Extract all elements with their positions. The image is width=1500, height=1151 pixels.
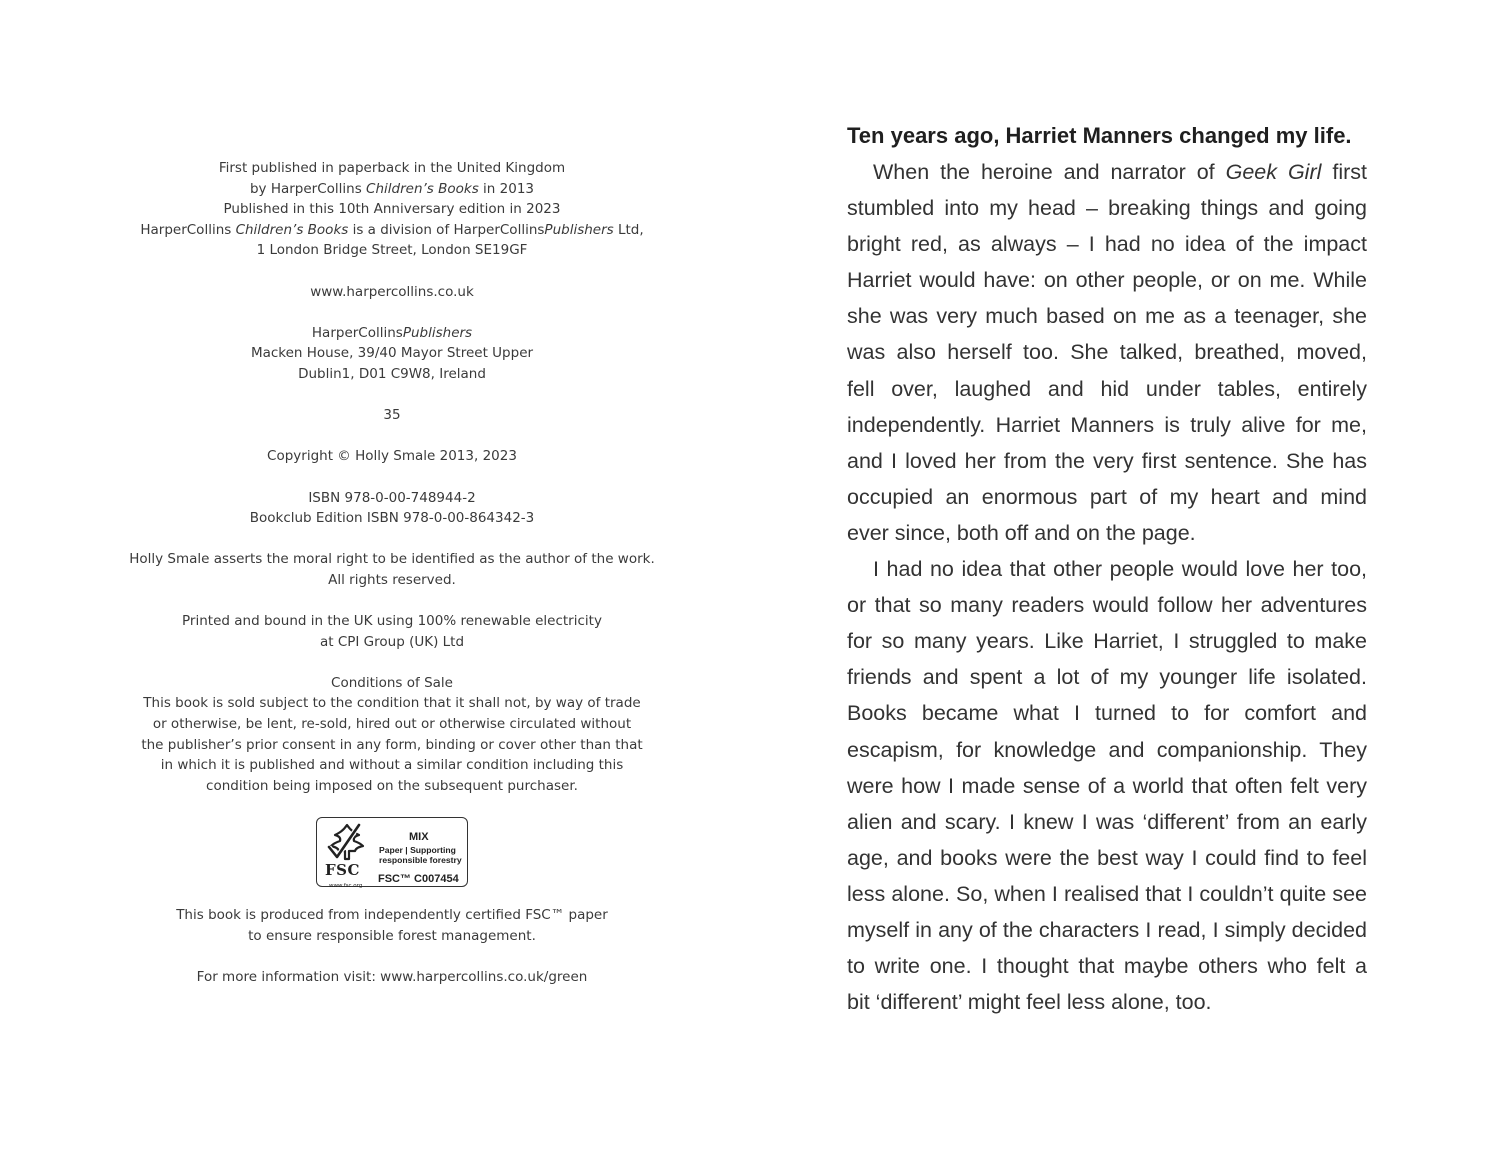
paragraph-line: ever since, both off and on the page. xyxy=(847,520,1196,545)
text-line: HarperCollinsPublishers xyxy=(311,324,473,341)
foreword-heading: Ten years ago, Harriet Manners changed my life. xyxy=(847,123,1352,148)
fsc-brand: FSC xyxy=(325,861,360,879)
paragraph-line: independently. Harriet Manners is truly alive for me, xyxy=(847,412,1367,437)
fsc-description: Paper | Supporting responsible forestry xyxy=(379,845,462,865)
moral-rights: Holly Smale asserts the moral right to be identified as the author of the work. All rights reserved. xyxy=(129,551,655,588)
text-line: 1 London Bridge Street, London SE19GF xyxy=(256,242,528,259)
paragraph-line: When the heroine and narrator of Geek Girl first xyxy=(873,160,1367,184)
text-line: HarperCollins Children’s Books is a division of HarperCollinsPublishers Ltd, xyxy=(140,221,644,238)
more-info: For more information visit: www.harpercollins.co.uk/green xyxy=(196,968,588,985)
bookclub-isbn: Bookclub Edition ISBN 978-0-00-864342-3 xyxy=(249,510,535,527)
paragraph-line: and I loved her from the very first sentence. She has xyxy=(847,448,1367,473)
fsc-url: www.fsc.org xyxy=(329,883,363,889)
isbn: ISBN 978-0-00-748944-2 xyxy=(308,489,476,506)
publication-info xyxy=(92,158,692,261)
paragraph-line: age, and books were the best way I could find to feel xyxy=(847,845,1367,870)
print-line: 35 xyxy=(383,407,401,424)
paragraph-line: for so many years. Like Harriet, I struggled to make xyxy=(847,629,1367,654)
fsc-logo xyxy=(316,817,468,887)
foreword-paragraph-1 xyxy=(847,154,1367,551)
paragraph-line: I had no idea that other people would love her too, xyxy=(873,557,1367,582)
fsc-mix-label: MIX xyxy=(409,831,429,843)
paragraph-line: bit ‘different’ might feel less alone, too. xyxy=(847,990,1212,1015)
copyright-page xyxy=(92,158,692,1008)
fsc-license-code: FSC™ C007454 xyxy=(378,873,459,885)
fsc-statement: This book is produced from independently certified FSC™ paper to ensure responsible forest management. xyxy=(176,907,608,944)
paragraph-line: fell over, laughed and hid under tables, entirely xyxy=(847,376,1367,401)
text-line: Macken House, 39/40 Mayor Street Upper xyxy=(250,345,534,362)
website: www.harpercollins.co.uk xyxy=(310,283,474,300)
foreword-paragraph-2 xyxy=(847,551,1367,1020)
foreword-page xyxy=(847,118,1367,1020)
paragraph-line: occupied an enormous part of my heart and mind xyxy=(847,484,1367,509)
text-line: First published in paperback in the United Kingdom xyxy=(218,160,566,176)
conditions-of-sale: Conditions of Sale This book is sold subject to the condition that it shall not, by way of trade or otherwise, be lent, re-sold, hired out or otherwise circulated without the publisher’s prior consent in any form, binding or cover other than that in which it is published and without a similar condition including this condition being imposed on the subsequent purchaser. xyxy=(92,673,692,797)
paragraph-line: alien and scary. I knew I was ‘different’ from an early xyxy=(847,809,1367,834)
isbn-info xyxy=(92,488,692,529)
conditions-heading: Conditions of Sale xyxy=(331,674,453,691)
paragraph-line: or that so many readers would follow her adventures xyxy=(847,593,1367,618)
text-line: Published in this 10th Anniversary edition in 2023 xyxy=(223,201,561,218)
paragraph-line: Books became what I turned to for comfort and xyxy=(847,701,1367,726)
text-line: Dublin1, D01 C9W8, Ireland xyxy=(298,365,486,382)
paragraph-line: was also herself too. She talked, breathed, moved, xyxy=(847,340,1367,365)
printer-info: Printed and bound in the UK using 100% renewable electricity at CPI Group (UK) Ltd xyxy=(182,613,602,650)
paragraph-line: friends and spent a lot of my younger life isolated. xyxy=(847,665,1367,690)
paragraph-line: stumbled into my head – breaking things and going xyxy=(847,196,1367,221)
paragraph-line: less alone. So, when I realised that I couldn’t quite see xyxy=(847,881,1367,906)
paragraph-line: escapism, for knowledge and companionship. They xyxy=(847,737,1367,762)
paragraph-line: bright red, as always – I had no idea of the impact xyxy=(847,232,1367,257)
paragraph-line: to write one. I thought that maybe others who felt a xyxy=(847,954,1367,979)
paragraph-line: were how I made sense of a world that often felt very xyxy=(847,773,1367,798)
publisher-address xyxy=(92,323,692,385)
text-line: by HarperCollins Children’s Books in 2013 xyxy=(249,180,535,197)
paragraph-line: she was very much based on me as a teenager, she xyxy=(847,304,1367,329)
paragraph-line: Harriet would have: on other people, or on me. While xyxy=(847,268,1367,293)
copyright-notice: Copyright © Holly Smale 2013, 2023 xyxy=(267,448,517,465)
paragraph-line: myself in any of the characters I read, I simply decided xyxy=(847,917,1367,942)
